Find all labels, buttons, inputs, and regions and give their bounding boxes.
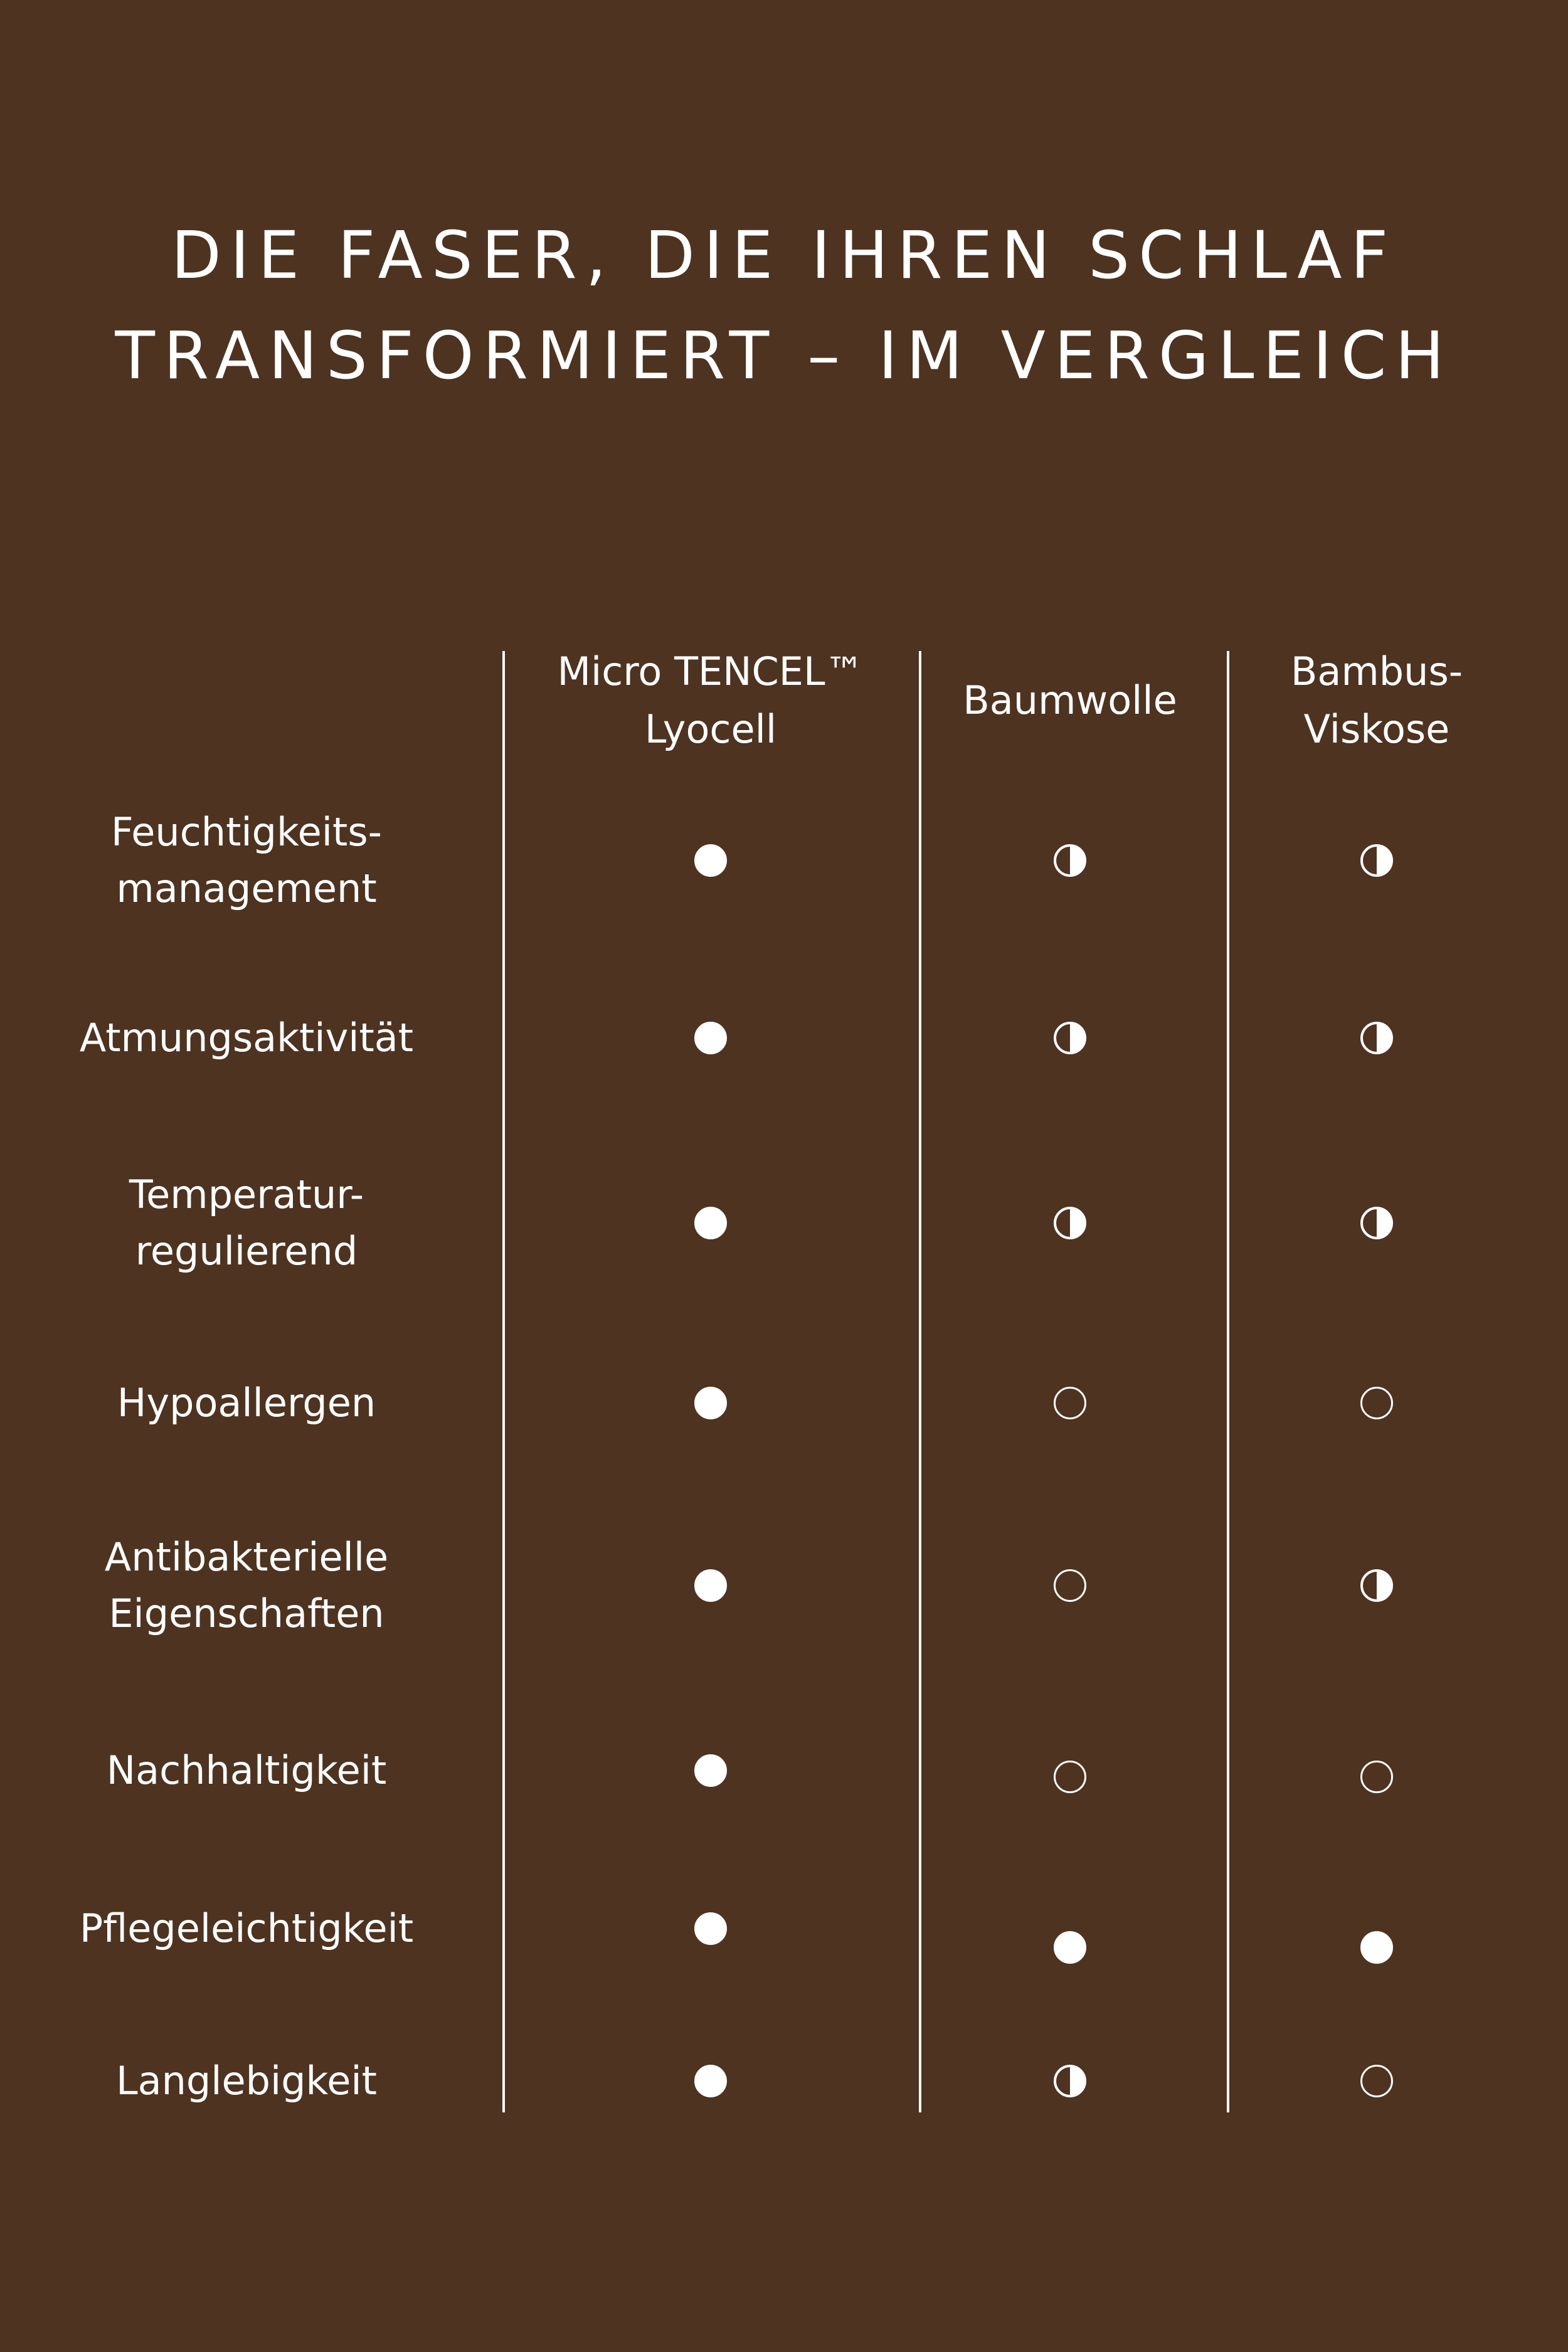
full-circle-icon bbox=[1054, 1931, 1086, 1964]
row-label bbox=[107, 1742, 387, 1799]
half-circle-icon bbox=[1360, 1022, 1393, 1054]
full-circle-icon bbox=[694, 844, 727, 877]
label-line: Baumwolle bbox=[963, 677, 1177, 723]
row-label bbox=[116, 2053, 377, 2109]
row-label bbox=[129, 1167, 364, 1279]
half-circle-icon bbox=[1360, 1569, 1393, 1602]
half-circle-icon bbox=[1360, 1207, 1393, 1239]
label-line: Micro TENCEL™ bbox=[557, 649, 864, 694]
label-line: regulierend bbox=[135, 1228, 358, 1274]
page-title-line-2: TRANSFORMIERT – IM VERGLEICH bbox=[115, 317, 1453, 394]
empty-circle-icon bbox=[1054, 1569, 1086, 1602]
label-line: Nachhaltigkeit bbox=[106, 1747, 387, 1793]
full-circle-icon bbox=[694, 1207, 727, 1239]
full-circle-icon bbox=[694, 1754, 727, 1787]
full-circle-icon bbox=[1360, 1931, 1393, 1964]
row-label bbox=[80, 1900, 413, 1957]
row-label bbox=[117, 1375, 376, 1431]
label-line: Temperatur- bbox=[129, 1172, 364, 1217]
label-line: Feuchtigkeits- bbox=[110, 809, 383, 855]
column-header bbox=[557, 643, 864, 758]
empty-circle-icon bbox=[1054, 1387, 1086, 1419]
column-header bbox=[963, 672, 1177, 729]
label-line: Pflegeleichtigkeit bbox=[79, 1905, 414, 1951]
full-circle-icon bbox=[694, 1569, 727, 1602]
label-line: Viskose bbox=[1303, 706, 1450, 752]
label-line: Lyocell bbox=[644, 706, 777, 752]
label-line: Eigenschaften bbox=[109, 1591, 384, 1636]
label-line: Hypoallergen bbox=[117, 1380, 376, 1426]
row-label bbox=[80, 1010, 413, 1066]
full-circle-icon bbox=[694, 1387, 727, 1419]
column-divider bbox=[1227, 651, 1229, 2112]
row-label bbox=[111, 804, 382, 917]
half-circle-icon bbox=[1054, 1022, 1086, 1054]
half-circle-icon bbox=[1054, 1207, 1086, 1239]
label-line: Bambus- bbox=[1290, 649, 1463, 694]
full-circle-icon bbox=[694, 1022, 727, 1054]
full-circle-icon bbox=[694, 1912, 727, 1945]
label-line: management bbox=[116, 866, 377, 911]
empty-circle-icon bbox=[1054, 1761, 1086, 1793]
label-line: Langlebigkeit bbox=[116, 2058, 377, 2104]
full-circle-icon bbox=[694, 2065, 727, 2097]
label-line: Atmungsaktivität bbox=[79, 1015, 414, 1061]
column-divider bbox=[502, 651, 505, 2112]
empty-circle-icon bbox=[1360, 1761, 1393, 1793]
half-circle-icon bbox=[1360, 844, 1393, 877]
label-line: Antibakterielle bbox=[104, 1534, 389, 1580]
empty-circle-icon bbox=[1360, 1387, 1393, 1419]
page-title-line-1: DIE FASER, DIE IHREN SCHLAF bbox=[171, 217, 1397, 294]
half-circle-icon bbox=[1054, 844, 1086, 877]
column-divider bbox=[919, 651, 921, 2112]
column-header bbox=[1291, 643, 1463, 758]
half-circle-icon bbox=[1054, 2065, 1086, 2097]
row-label bbox=[105, 1529, 388, 1642]
empty-circle-icon bbox=[1360, 2065, 1393, 2097]
